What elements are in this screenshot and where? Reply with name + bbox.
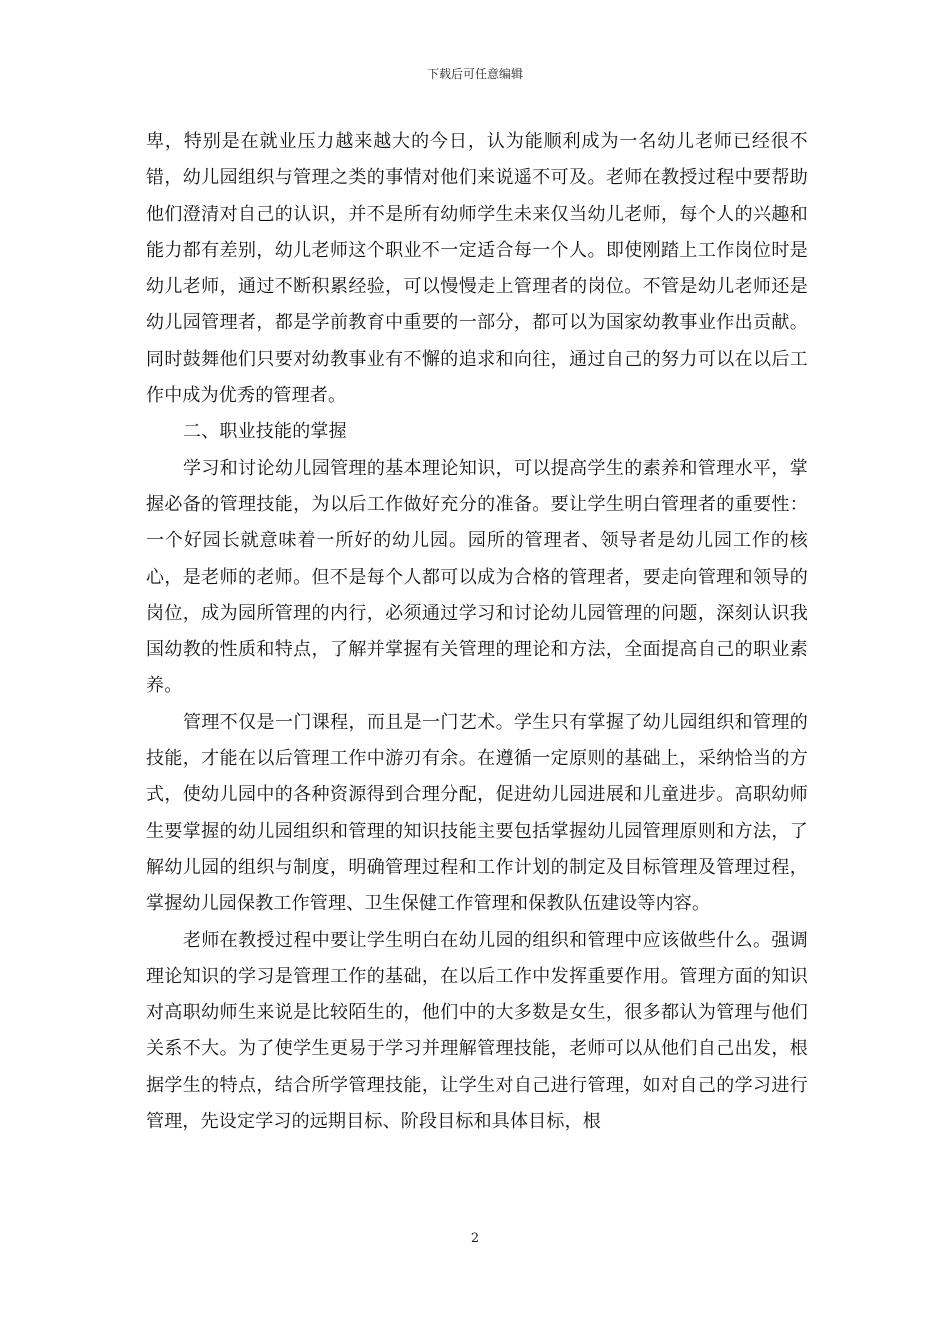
document-body	[146, 124, 808, 1140]
body-paragraph: 管理不仅是一门课程，而且是一门艺术。学生只有掌握了幼儿园组织和管理的技能，才能在以后管理工作中游刃有余。在遵循一定原则的基础上，采纳恰当的方式，使幼儿园中的各种资源得到合理分配，促进幼儿园进展和儿童进步。高职幼师生要掌握的幼儿园组织和管理的知识技能主要包括掌握幼儿园管理原则和方法，了解幼儿园的组织与制度，明确管理过程和工作计划的制定及目标管理及管理过程，掌握幼儿园保教工作管理、卫生保健工作管理和保教队伍建设等内容。	[146, 711, 808, 915]
body-paragraph: 学习和讨论幼儿园管理的基本理论知识，可以提高学生的素养和管理水平，掌握必备的管理技能，为以后工作做好充分的准备。要让学生明白管理者的重要性：一个好园长就意味着一所好的幼儿园。园所的管理者、领导者是幼儿园工作的核心，是老师的老师。但不是每个人都可以成为合格的管理者，要走向管理和领导的岗位，成为园所管理的内行，必须通过学习和讨论幼儿园管理的问题，深刻认识我国幼教的性质和特点，了解并掌握有关管理的理论和方法，全面提高自己的职业素养。	[146, 457, 808, 697]
page-header: 下载后可任意编辑	[426, 67, 523, 81]
body-paragraph: 老师在教授过程中要让学生明白在幼儿园的组织和管理中应该做些什么。强调理论知识的学习是管理工作的基础，在以后工作中发挥重要作用。管理方面的知识对高职幼师生来说是比较陌生的，他们中的大多数是女生，很多都认为管理与他们关系不大。为了使学生更易于学习并理解管理技能，老师可以从他们自己出发，根据学生的特点，结合所学管理技能，让学生对自己进行管理，如对自己的学习进行管理，先设定学习的远期目标、阶段目标和具体目标，根	[146, 929, 808, 1133]
page-number: 2	[470, 1231, 480, 1246]
section-heading: 二、职业技能的掌握	[183, 421, 347, 443]
body-paragraph-continued: 卑，特别是在就业压力越来越大的今日，认为能顺利成为一名幼儿老师已经很不错，幼儿园组织与管理之类的事情对他们来说遥不可及。老师在教授过程中要帮助他们澄清对自己的认识，并不是所有幼师学生未来仅当幼儿老师，每个人的兴趣和能力都有差别，幼儿老师这个职业不一定适合每一个人。即使刚踏上工作岗位时是幼儿老师，通过不断积累经验，可以慢慢走上管理者的岗位。不管是幼儿老师还是幼儿园管理者，都是学前教育中重要的一部分，都可以为国家幼教事业作出贡献。同时鼓舞他们只要对幼教事业有不懈的追求和向往，通过自己的努力可以在以后工作中成为优秀的管理者。	[146, 131, 808, 407]
